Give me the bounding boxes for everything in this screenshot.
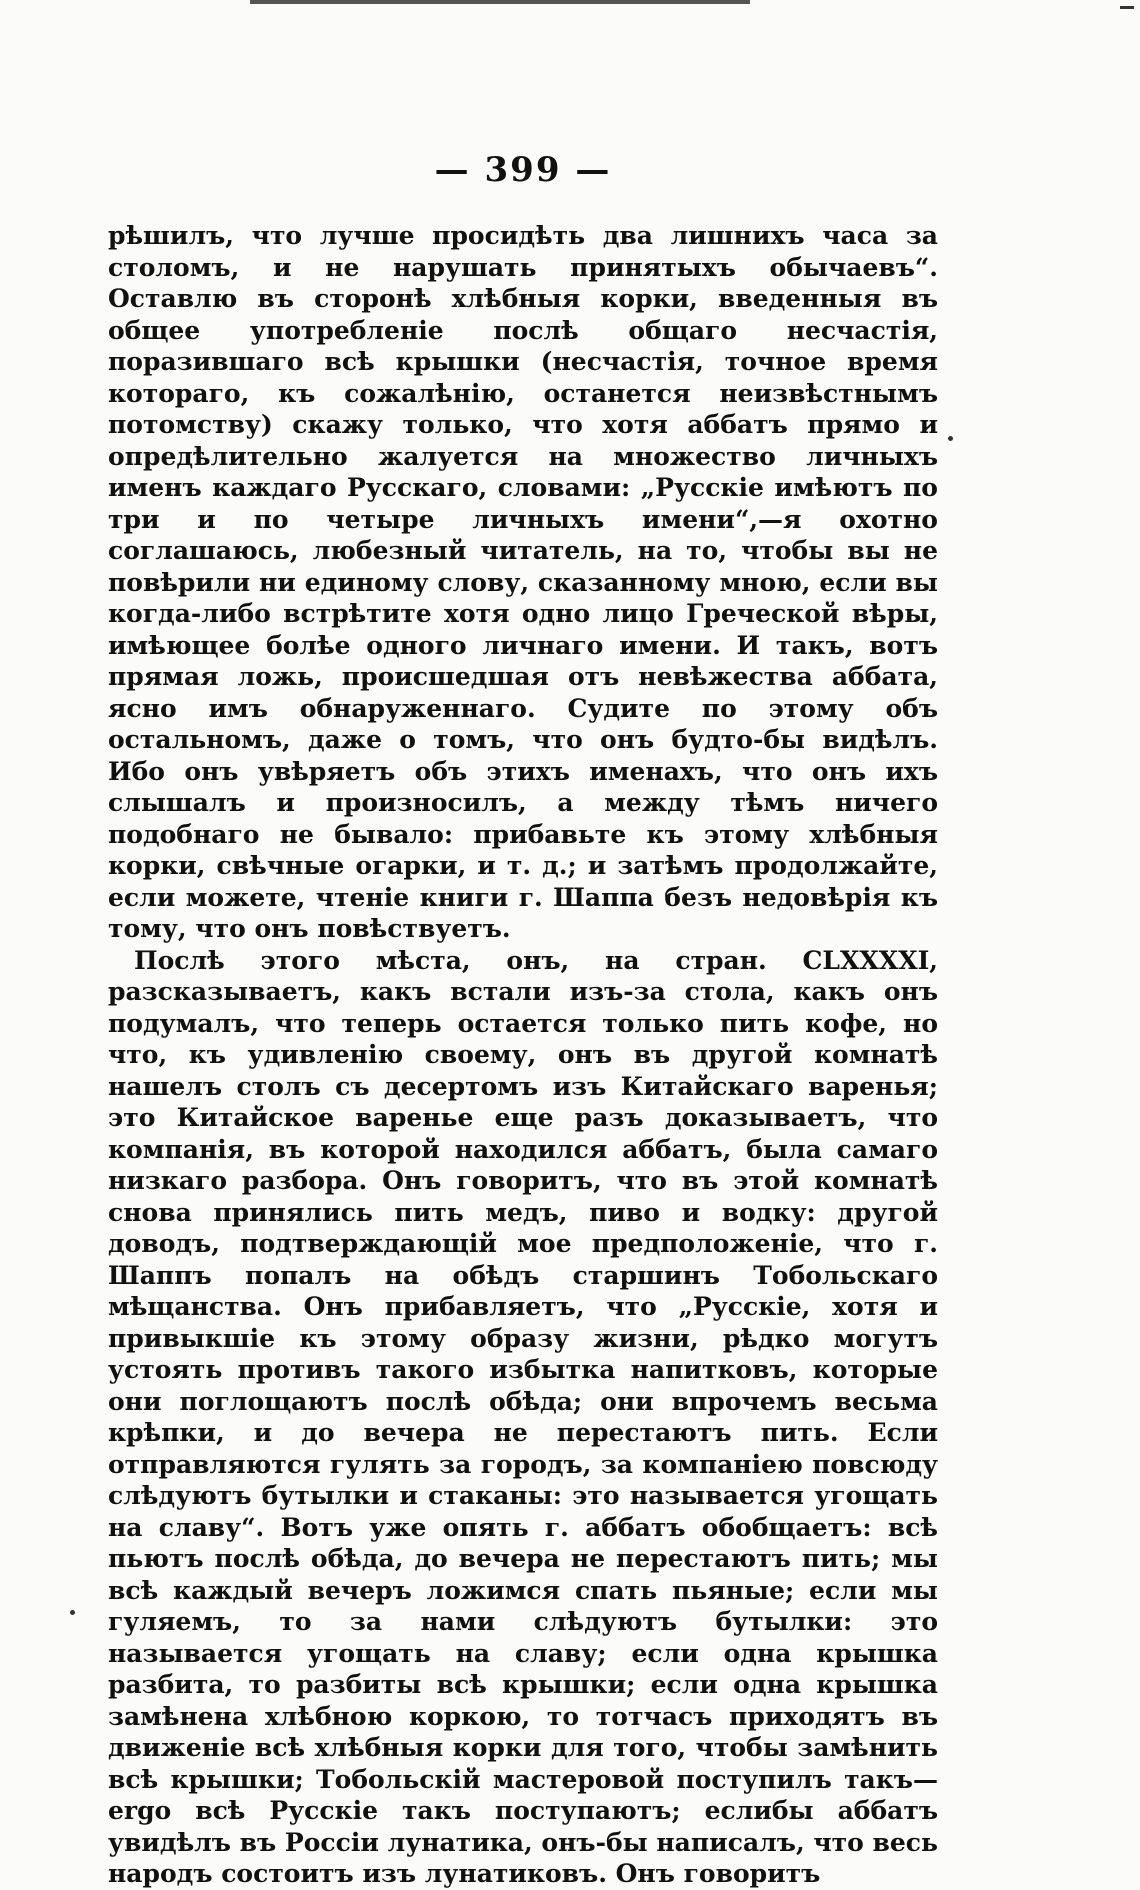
stray-dot-mark — [70, 1610, 75, 1615]
book-page — [108, 150, 938, 1890]
corner-mark — [1120, 6, 1134, 9]
stray-dot-mark — [948, 436, 953, 441]
paragraph: Послѣ этого мѣста, онъ, на стран. CLXXXXI, разсказываетъ, какъ встали изъ-за стола, какъ онъ подумалъ, что теперь остается только пить кофе, но что, къ удивленію своему, онъ въ другой комнатѣ нашелъ столъ съ десертомъ изъ Китайскаго варенья; это Китайское варенье еще разъ доказываетъ, что компанія, въ которой находился аббатъ, была самаго низкаго разбора. Онъ говоритъ, что въ этой комнатѣ снова принялись пить медъ, пиво и водку: другой доводъ, подтверждающій мое предположеніе, что г. Шаппъ попалъ на обѣдъ старшинъ Тобольскаго мѣщанства. Онъ прибавляетъ, что „Русскіе, хотя и привыкшіе къ этому образу жизни, рѣдко могутъ устоять противъ такого избытка напитковъ, которые они поглощаютъ послѣ обѣда; они впрочемъ весьма крѣпки, и до вечера не перестаютъ пить. Если отправляются гулять за городъ, за компаніею повсюду слѣдуютъ бутылки и стаканы: это называется угощать на славу“. Вотъ уже опять г. аббатъ обобщаетъ: всѣ пьютъ послѣ обѣда, до вечера не перестаютъ пить; мы всѣ каждый вечеръ ложимся спать пьяные; если мы гуляемъ, то за нами слѣдуютъ бутылки: это называется угощать на славу; если одна крышка разбита, то разбиты всѣ крышки; если одна крышка замѣнена хлѣбною коркою, то тотчасъ приходятъ въ движеніе всѣ хлѣбныя корки для того, чтобы замѣнить всѣ крышки; Тобольскій мастеровой поступилъ такъ—ergo всѣ Русскіе такъ поступаютъ; еслибы аббатъ увидѣлъ въ Россіи лунатика, онъ-бы написалъ, что весь народъ состоитъ изъ лунатиковъ. Онъ говоритъ — [108, 945, 938, 1888]
top-edge-rule — [250, 0, 750, 4]
paragraph: рѣшилъ, что лучше просидѣть два лишнихъ часа за столомъ, и не нарушать принятыхъ обычаевъ“. Оставлю въ сторонѣ хлѣбныя корки, введенныя въ общее употребленіе послѣ общаго несчастія, поразившаго всѣ крышки (несчастія, точное время котораго, къ сожалѣнію, останется неизвѣстнымъ потомству) скажу только, что хотя аббатъ прямо и опредѣлительно жалуется на множество личныхъ именъ каждаго Русскаго, словами: „Русскіе имѣютъ по три и по четыре личныхъ имени“,—я охотно соглашаюсь, любезный читатель, на то, чтобы вы не повѣрили ни единому слову, сказанному мною, если вы когда-либо встрѣтите хотя одно лицо Греческой вѣры, имѣющее болѣе одного личнаго имени. И такъ, вотъ прямая ложь, происшедшая отъ невѣжества аббата, ясно имъ обнаруженнаго. Судите по этому объ остальномъ, даже о томъ, что онъ будто-бы видѣлъ. Ибо онъ увѣряетъ объ этихъ именахъ, что онъ ихъ слышалъ и произносилъ, а между тѣмъ ничего подобнаго не бывало: прибавьте къ этому хлѣбныя корки, свѣчные огарки, и т. д.; и затѣмъ продолжайте, если можете, чтеніе книги г. Шаппа безъ недовѣрія къ тому, что онъ повѣствуетъ. — [108, 221, 938, 943]
page-body — [108, 220, 938, 1890]
page-number: — 399 — — [434, 150, 612, 190]
